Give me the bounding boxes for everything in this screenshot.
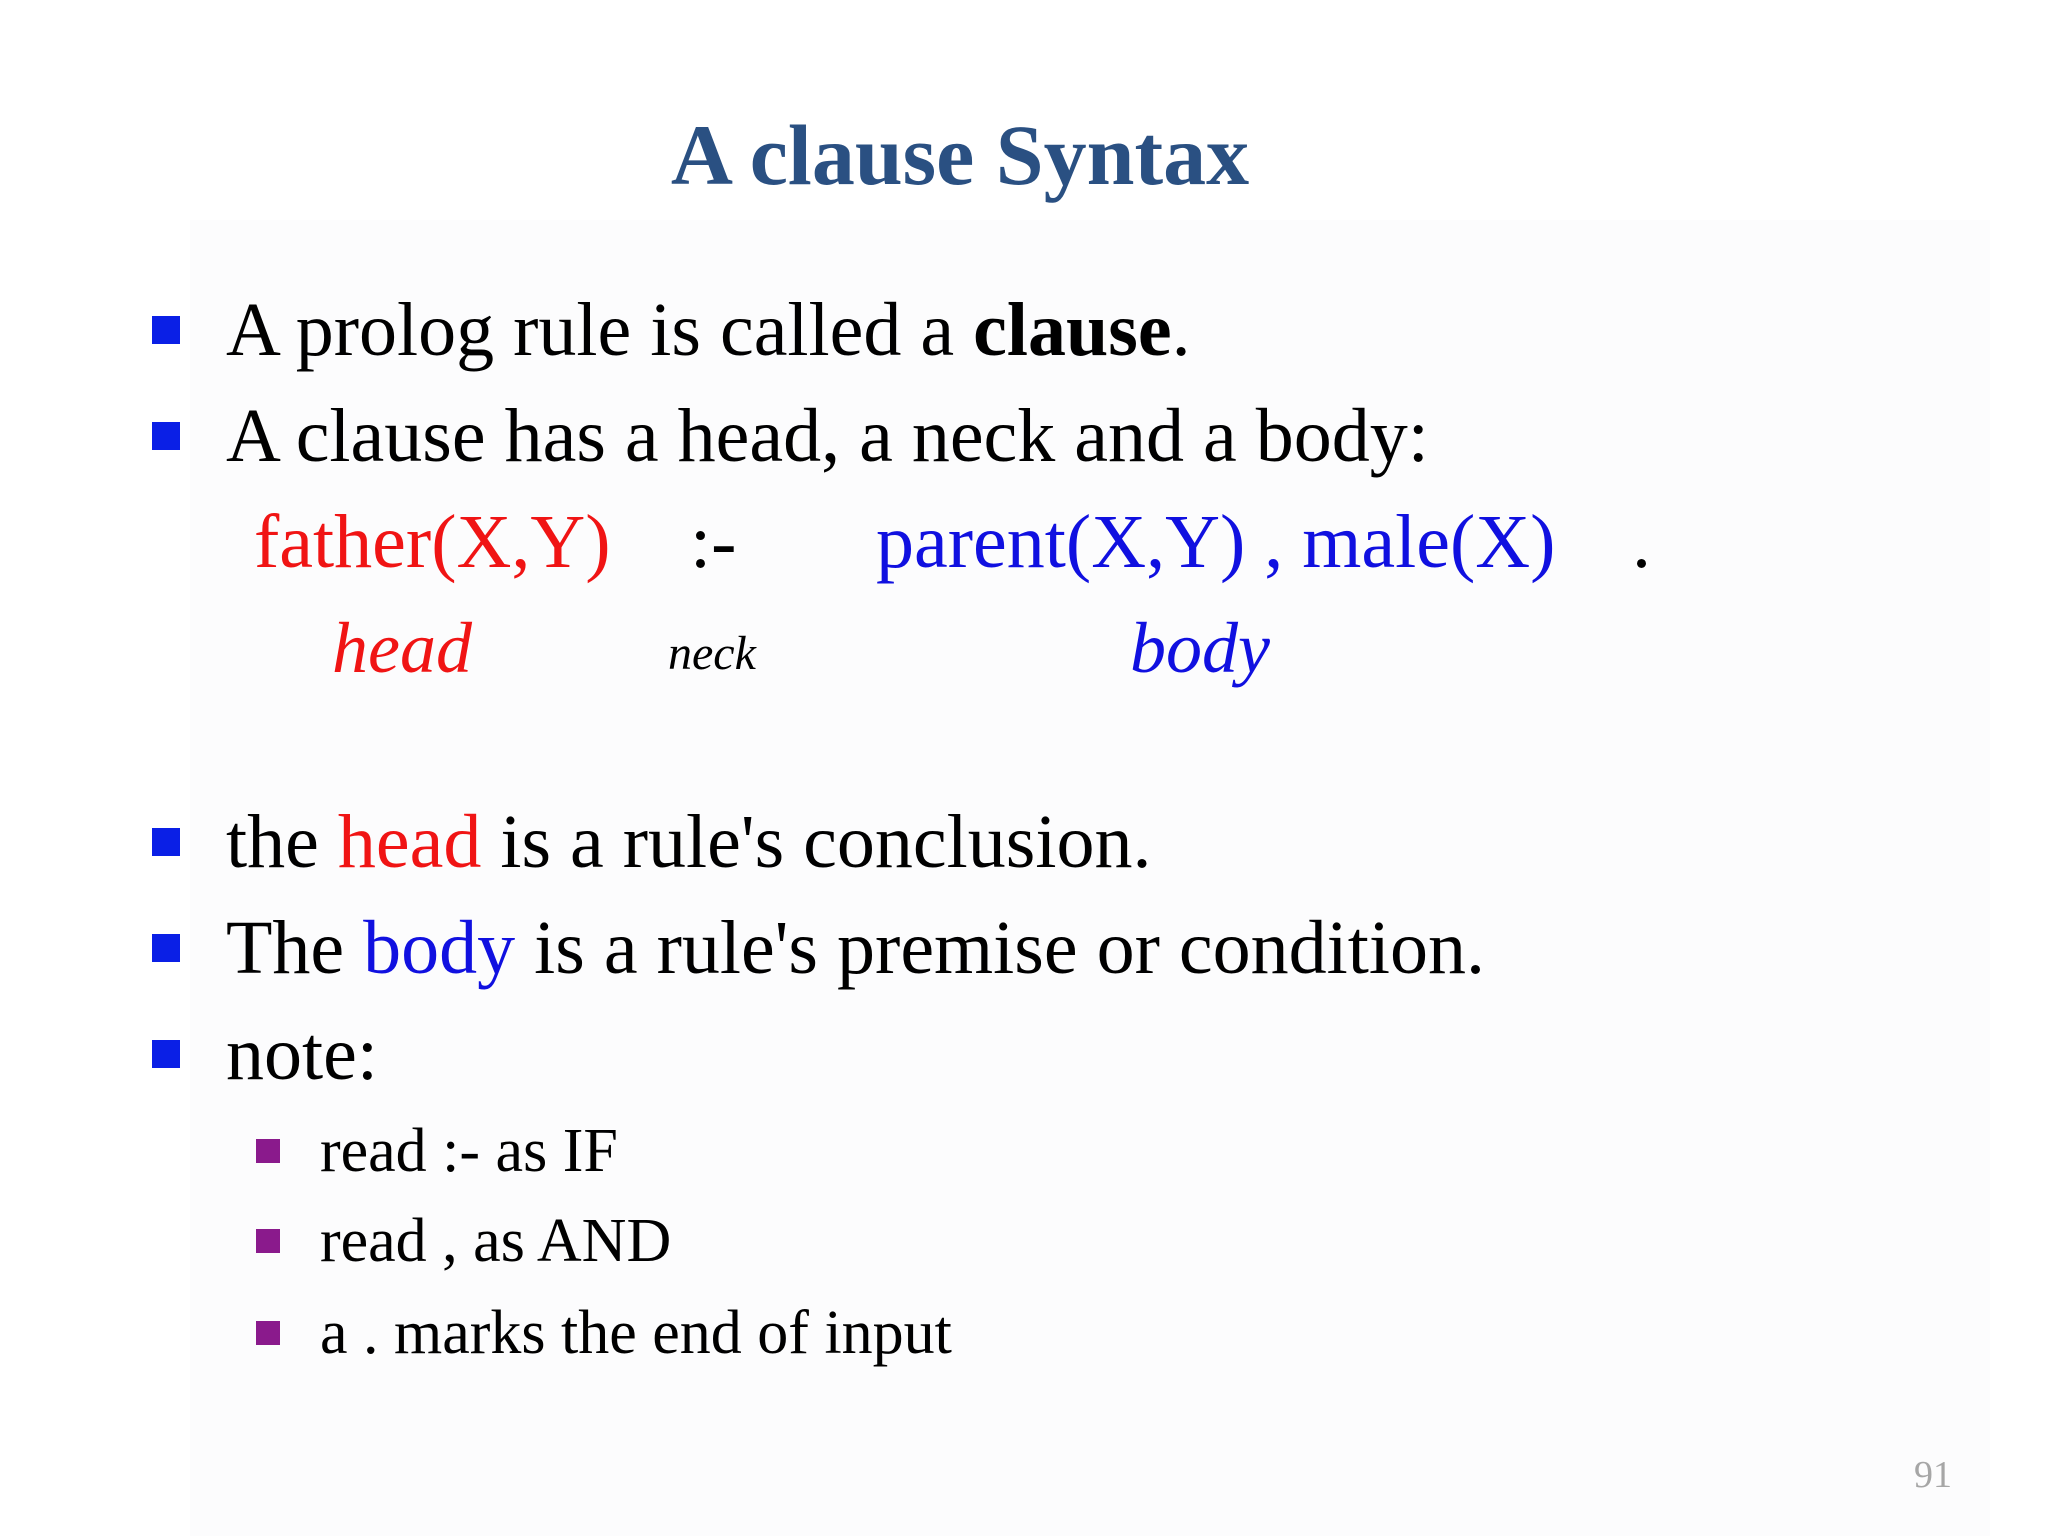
label-body: body bbox=[1130, 608, 1270, 688]
bullet-clause-parts bbox=[152, 394, 1429, 478]
square-sub-bullet-icon bbox=[256, 1139, 280, 1163]
square-bullet-icon bbox=[152, 934, 180, 962]
sub-bullet-and bbox=[256, 1207, 672, 1275]
bullet-text: note: bbox=[226, 1012, 378, 1096]
sub-bullet-text: a . marks the end of input bbox=[320, 1299, 952, 1367]
sub-bullet-end-of-input bbox=[256, 1299, 952, 1367]
example-end-period: . bbox=[1632, 500, 1651, 584]
bullet-text bbox=[226, 288, 1191, 372]
bullet-text-post: is a rule's conclusion. bbox=[481, 800, 1152, 884]
square-sub-bullet-icon bbox=[256, 1321, 280, 1345]
bullet-head-meaning bbox=[152, 800, 1152, 884]
bullet-text bbox=[226, 800, 1152, 884]
sub-bullet-text: read :- as IF bbox=[320, 1117, 618, 1185]
square-sub-bullet-icon bbox=[256, 1229, 280, 1253]
bullet-text-highlight-body: body bbox=[363, 906, 516, 990]
square-bullet-icon bbox=[152, 422, 180, 450]
bullet-text bbox=[226, 906, 1485, 990]
square-bullet-icon bbox=[152, 1040, 180, 1068]
page-number: 91 bbox=[1914, 1454, 1952, 1496]
square-bullet-icon bbox=[152, 828, 180, 856]
bullet-text-post: is a rule's premise or condition. bbox=[515, 906, 1485, 990]
bullet-text: A clause has a head, a neck and a body: bbox=[226, 394, 1429, 478]
example-head: father(X,Y) bbox=[254, 500, 611, 584]
bullet-text-post: . bbox=[1171, 288, 1191, 372]
label-neck: neck bbox=[668, 627, 756, 680]
bullet-body-meaning bbox=[152, 906, 1485, 990]
bullet-text-highlight-head: head bbox=[337, 800, 482, 884]
square-bullet-icon bbox=[152, 316, 180, 344]
bullet-text-pre: A prolog rule is called a bbox=[226, 288, 974, 372]
bullet-text-pre: the bbox=[226, 800, 338, 884]
bullet-note bbox=[152, 1012, 378, 1096]
bullet-text-pre: The bbox=[226, 906, 364, 990]
example-body: parent(X,Y) , male(X) bbox=[876, 500, 1556, 584]
slide-title: A clause Syntax bbox=[670, 107, 1250, 203]
bullet-clause-definition bbox=[152, 288, 1191, 372]
bullet-text-bold-term: clause bbox=[973, 288, 1172, 372]
sub-bullet-text: read , as AND bbox=[320, 1207, 672, 1275]
sub-bullet-if bbox=[256, 1117, 618, 1185]
label-head: head bbox=[332, 608, 472, 688]
example-neck: :- bbox=[690, 500, 737, 584]
